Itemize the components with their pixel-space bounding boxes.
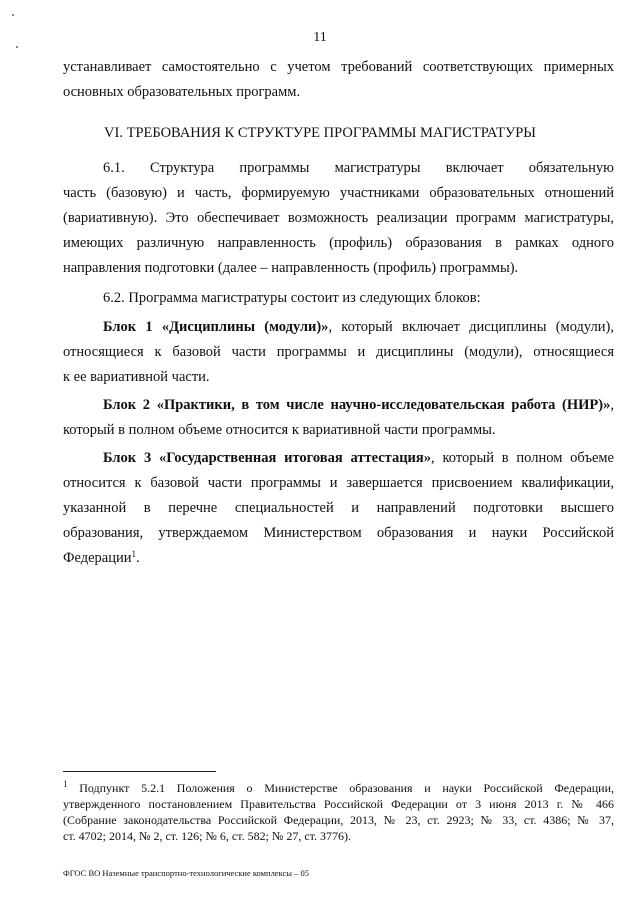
intro-paragraph: устанавливает самостоятельно с учетом требований соответствующих примерных основных образовательных программ. [63,59,614,100]
block-3-paragraph: Блок 3 «Государственная итоговая аттестация», который в полном объеме относится к базовой части программы и завершается присвоением квалификации, указанной в перечне специальностей и направлений подготовки высшего образования, утверждаемом Министерством образования и науки Российской Федерации$^1$. [63,450,614,566]
block-1-paragraph: Блок 1 «Дисциплины (модули)», который включает дисциплины (модули), относящиеся к базовой части программы и дисциплины (модули), относящиеся к ее вариативной части. [63,319,614,385]
scan-speck [16,46,18,48]
footnote: $^1$ Подпункт 5.2.1 Положения о Министерстве образования и науки Российской Федерации, утвержденного постановлением Правительства Российской Федерации от 3 июня 2013 г. № 466 (Собрание законодательства Российской Федерации, 2013, № 23, ст. 2923; № 33, ст. 4386; № 37, ст. 4702; 2014, № 2, ст. 126; № 6, ст. 582; № 27, ст. 3776). [63,779,614,843]
footnote-reference: 1 [131,549,136,559]
block-3-title: Блок 3 «Государственная итоговая аттестация» [103,450,432,466]
footnote-mark: 1 [63,779,68,789]
block-2-paragraph: Блок 2 «Практики, в том числе научно-исследовательская работа (НИР)», который в полном объеме относится к вариативной части программы. [63,397,614,438]
page-footer: ФГОС ВО Наземные транспортно-технологические комплексы – 05 [63,868,309,878]
page-number: 11 [313,30,327,45]
scan-speck [12,14,14,16]
footnote-separator [63,771,216,772]
section-heading: VI. ТРЕБОВАНИЯ К СТРУКТУРЕ ПРОГРАММЫ МАГИСТРАТУРЫ [104,125,536,141]
block-1-title: Блок 1 «Дисциплины (модули)» [103,319,329,335]
paragraph-6-1: 6.1. Структура программы магистратуры включает обязательную часть (базовую) и часть, формируемую участниками образовательных отношений (вариативную). Это обеспечивает возможность реализации программ магистратуры, имеющих различную направленность (профиль) образования в рамках одного направления подготовки (далее – направленность (профиль) программы). [63,160,614,276]
paragraph-6-2: 6.2. Программа магистратуры состоит из следующих блоков: [103,290,481,306]
block-2-title: Блок 2 «Практики, в том числе научно-исследовательская работа (НИР)» [103,397,611,413]
